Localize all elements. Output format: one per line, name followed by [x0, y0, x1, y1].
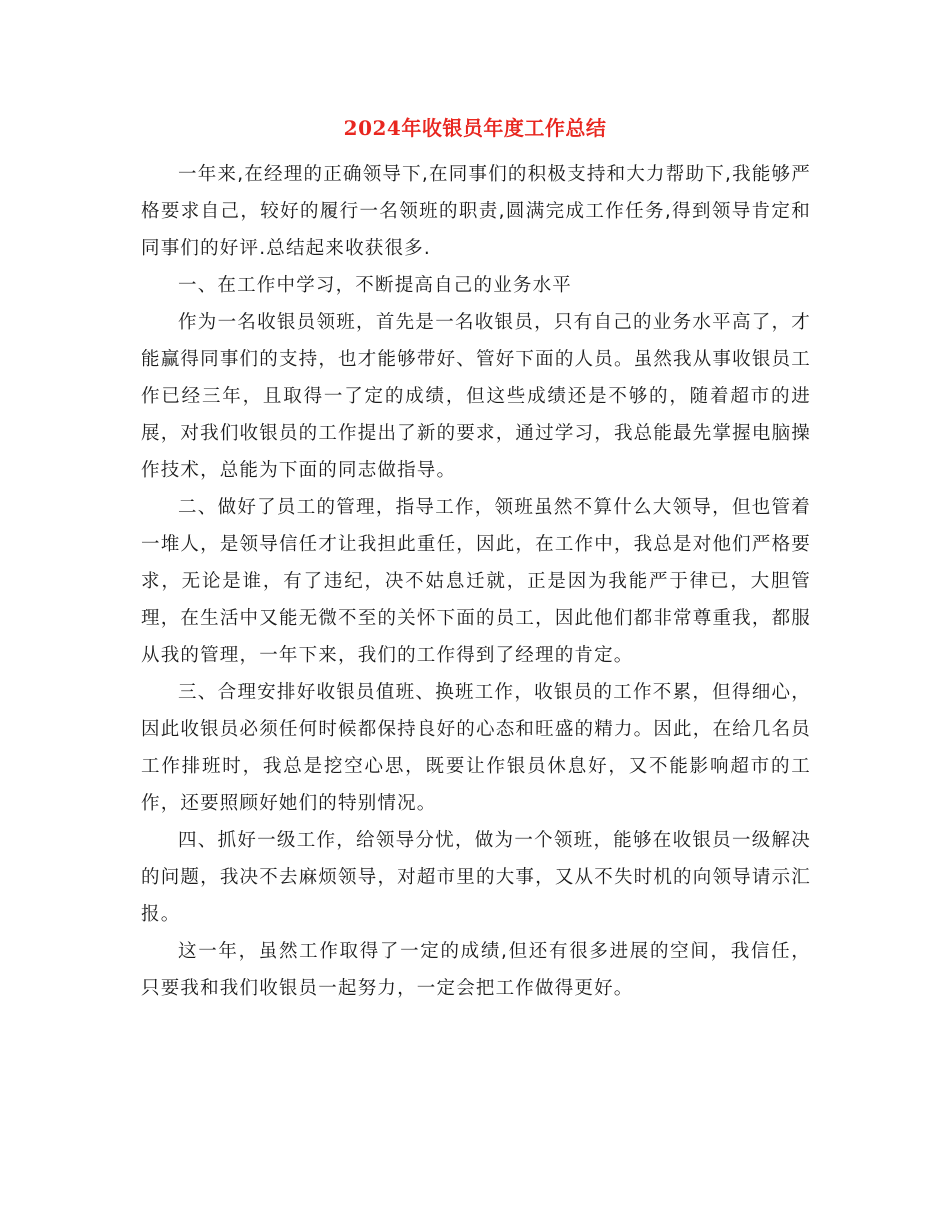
paragraph-section-4: 四、抓好一级工作，给领导分忧，做为一个领班，能够在收银员一级解决的问题，我决不去麻烦领导，对超市里的大事，又从不失时机的向领导请示汇报。: [141, 830, 811, 925]
page-title: 2024年收银员年度工作总结: [343, 116, 607, 140]
paragraph-intro: 一年来,在经理的正确领导下,在同事们的积极支持和大力帮助下,我能够严格要求自己，较好的履行一名领班的职责,圆满完成工作任务,得到领导肯定和同事们的好评.总结起来收获很多.: [141, 164, 811, 259]
paragraph-conclusion: 这一年，虽然工作取得了一定的成绩,但还有很多进展的空间，我信任，只要我和我们收银员一起努力，一定会把工作做得更好。: [141, 941, 811, 999]
paragraph-section-2: 二、做好了员工的管理，指导工作，领班虽然不算什么大领导，但也管着一堆人，是领导信任才让我担此重任，因此，在工作中，我总是对他们严格要求，无论是谁，有了违纪，决不姑息迁就，正是因为我能严于律已，大胆管理，在生活中又能无微不至的关怀下面的员工，因此他们都非常尊重我，都服从我的管理，一年下来，我们的工作得到了经理的肯定。: [141, 497, 811, 666]
document-body: [141, 156, 811, 1007]
paragraph-section-3: 三、合理安排好收银员值班、换班工作，收银员的工作不累，但得细心，因此收银员必须任何时候都保持良好的心态和旺盛的精力。因此，在给几名员工作排班时，我总是挖空心思，既要让作银员休息好，又不能影响超市的工作，还要照顾好她们的特别情况。: [141, 682, 811, 814]
paragraph-section-1: 作为一名收银员领班，首先是一名收银员，只有自己的业务水平高了，才能赢得同事们的支持，也才能够带好、管好下面的人员。虽然我从事收银员工作已经三年，且取得一了定的成绩，但这些成绩还是不够的，随着超市的进展，对我们收银员的工作提出了新的要求，通过学习，我总能最先掌握电脑操作技术，总能为下面的同志做指导。: [141, 312, 811, 481]
section-heading-1: 一、在工作中学习，不断提高自己的业务水平: [178, 275, 573, 296]
